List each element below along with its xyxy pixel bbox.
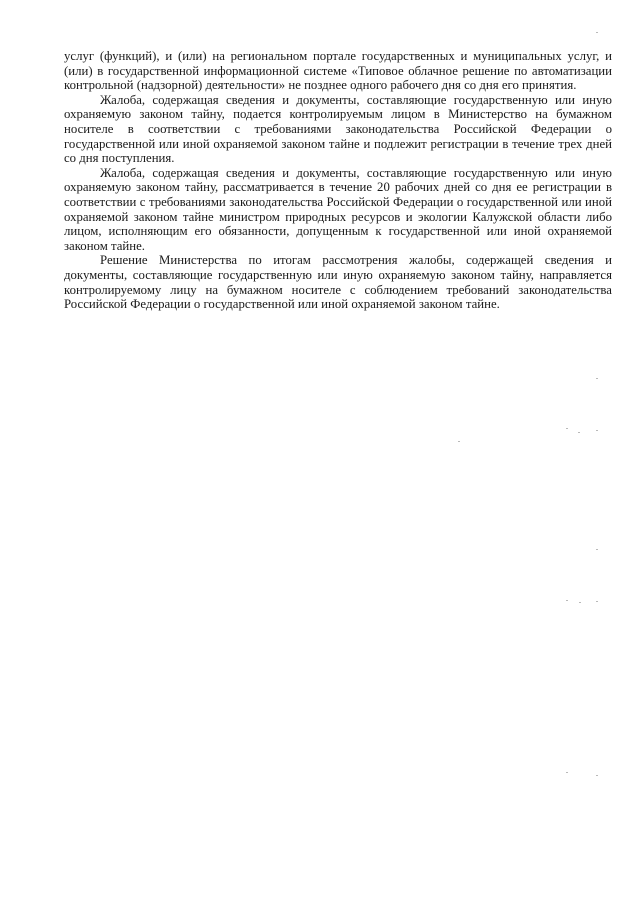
- scan-speck: [596, 378, 598, 379]
- scan-speck: [596, 601, 598, 602]
- paragraph-decision-delivery: Решение Министерства по итогам рассмотрения жалобы, содержащей сведения и документы, составляющие государственную или иную охраняемую законом тайну, направляется контролируемому лицу на бумажном носителе с соблюдением требований законодательства Российской Федерации о государственной или иной охраняемой законом тайне.: [64, 253, 612, 312]
- scan-speck: [596, 549, 598, 550]
- scan-speck: [566, 772, 568, 773]
- paragraph-complaint-review: Жалоба, содержащая сведения и документы, составляющие государственную или иную охраняемую законом тайну, рассматривается в течение 20 рабочих дней со дня ее регистрации в соответствии с требованиями законодательства Российской Федерации о государственной или иной охраняемой законом тайне министром природных ресурсов и экологии Калужской области либо лицом, исполняющим его обязанности, допущенным к государственной или иной охраняемой законом тайне.: [64, 165, 612, 253]
- scan-speck: [578, 432, 580, 433]
- paragraph-complaint-submission: Жалоба, содержащая сведения и документы, составляющие государственную или иную охраняемую законом тайну, подается контролируемым лицом в Министерство на бумажном носителе в соответствии с требованиями законодательства Российской Федерации о государственной или иной охраняемой законом тайне и подлежит регистрации в течение трех дней со дня поступления.: [64, 92, 612, 166]
- scan-speck: [458, 441, 460, 442]
- scan-speck: [596, 430, 598, 431]
- paragraph-continuation: услуг (функций), и (или) на региональном портале государственных и муниципальных услуг, и (или) в государственной информационной системе «Типовое облачное решение по автоматизации контрольной (надзорной) деятельности» не позднее одного рабочего дня со дня его принятия.: [64, 49, 612, 93]
- scan-speck: [566, 600, 568, 601]
- scan-speck: [579, 602, 581, 603]
- scan-speck: [566, 428, 568, 429]
- scan-speck: [596, 775, 598, 776]
- document-body: [64, 49, 612, 312]
- scan-speck: [596, 32, 598, 33]
